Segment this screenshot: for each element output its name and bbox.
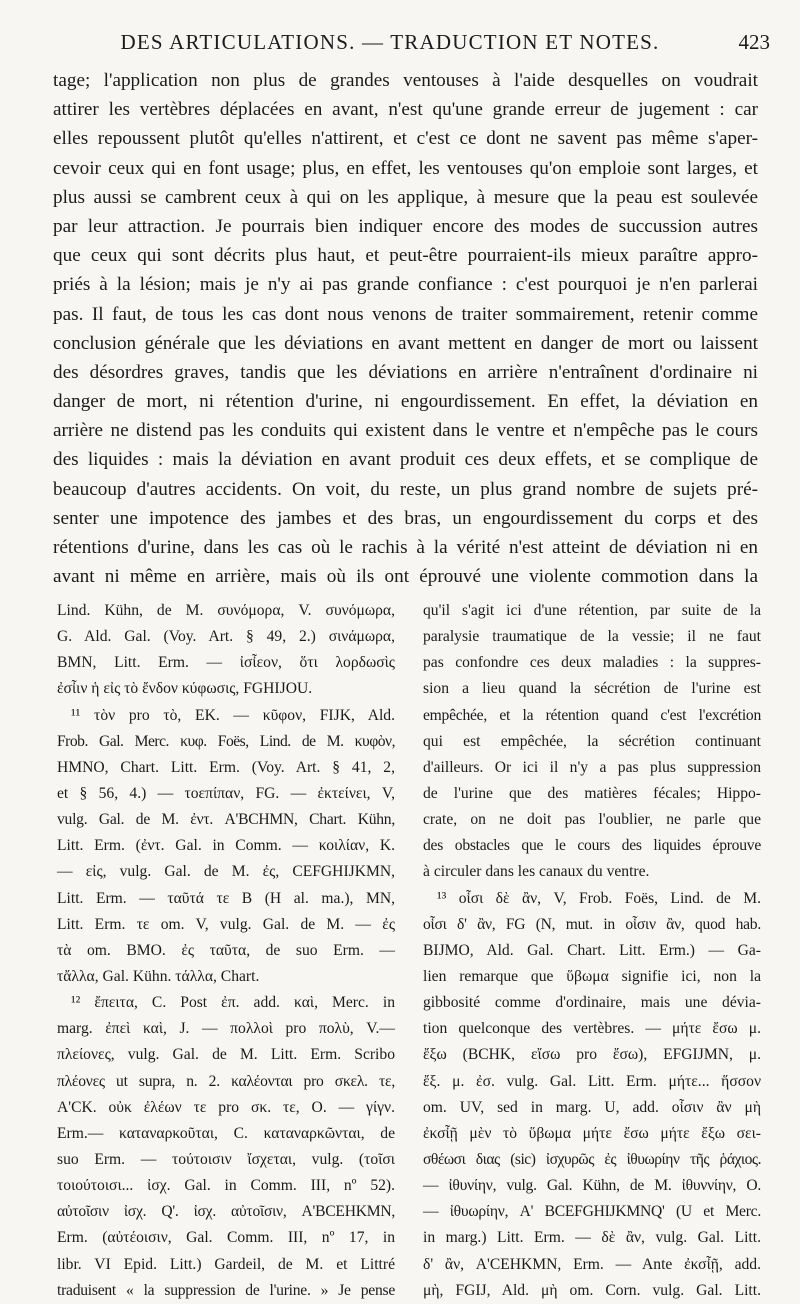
notes-right-column	[423, 598, 761, 1299]
note-line: ¹¹ τὸν pro τὸ, EK. — κῦφον, FIJK, Ald.	[71, 706, 395, 724]
note-line: G. Ald. Gal. (Voy. Art. § 49, 2.) σινάμωρα,	[57, 628, 395, 646]
note-line: — εἰς, vulg. Gal. de M. ἐς, CEFGHIJKMN,	[57, 863, 395, 881]
text-line: danger de mort, ni rétention d'urine, ni engourdissement. En effet, la déviation en	[53, 391, 758, 413]
note-line: BIJMO, Ald. Gal. Chart. Litt. Erm.) — Ga-	[423, 941, 761, 959]
text-line: plus aussi se cambrent ceux à qui on les applique, à mesure que la peau est soulevée	[53, 186, 758, 208]
note-line: des obstacles que le cours des liquides éprouve	[423, 837, 761, 855]
note-line: vulg. Gal. de M. ἐντ. A'BCHMN, Chart. Kühn,	[57, 811, 395, 829]
text-line: tage; l'application non plus de grandes ventouses à l'aide desquelles on voudrait	[53, 70, 758, 91]
note-line: libr. VI Epid. Litt.) Gardeil, de M. et Littré	[57, 1255, 395, 1273]
note-line: ¹² ἔπειτα, C. Post ἐπ. add. καὶ, Merc. in	[71, 994, 395, 1012]
text-line: priés à la lésion; mais je n'y ai pas grande confiance : c'est pourquoi je n'en parlerai	[53, 274, 758, 296]
text-line: conclusion générale que les déviations en avant mettent en danger de mort ou laissent	[53, 332, 758, 354]
note-line: ἔξω (BCHK, εἴσω pro ἔσω), EFGIJMN, μ.	[423, 1046, 761, 1064]
note-line: αὐτοῖσιν ἰσχ. Q'. ἰσχ. αὐτοῖσιν, A'BCEHKMN,	[57, 1203, 395, 1221]
running-header	[120, 30, 770, 60]
note-line: δ' ἂν, A'CEHKMN, Erm. — Ante ἐκσἶῇ, add.	[423, 1255, 761, 1273]
running-title: DES ARTICULATIONS. — TRADUCTION ET NOTES.	[120, 30, 660, 54]
note-line: οἷσι δ' ἂν, FG (N, mut. in οἷσιν ἂν, quod hab.	[423, 915, 761, 933]
page-number: 423	[738, 30, 770, 54]
note-line: paralysie traumatique de la vessie; il ne faut	[423, 628, 761, 646]
note-line: qu'il s'agit ici d'une rétention, par suite de la	[423, 602, 761, 619]
text-line: cevoir ceux qui en font usage; plus, en effet, les ventouses qu'on emploie sont larges, et	[53, 157, 758, 179]
note-line: gibbosité comme d'ordinaire, mais une dévia-	[423, 994, 761, 1012]
text-line: pas. Il faut, de tous les cas dont nous venons de traiter sommairement, retenir comme	[53, 303, 758, 325]
note-line: A'CK. οὐκ ἐλέων τε pro σκ. τε, O. — γίγν.	[57, 1098, 395, 1116]
note-line: Lind. Kühn, de M. συνόμορα, V. συνόμωρα,	[57, 602, 395, 619]
note-line: — ἰθυωρίην, A' BCEFGHIJKMNQ' (U et Merc.	[423, 1203, 761, 1221]
note-line: σθέωσι διας (sic) ἰσχυρῶς ἐς ἰθυωρίην τῆς ῥάχιος.	[423, 1150, 761, 1168]
note-line: sion a lieu quand la sécrétion de l'urine est	[423, 680, 761, 698]
note-line: Frob. Gal. Merc. κυφ. Foës, Lind. de M. κυφὸν,	[57, 732, 395, 750]
note-line: τοιούτοισι... ἰσχ. Gal. in Comm. III, nº 52).	[57, 1177, 395, 1195]
note-line: crate, on ne doit pas l'oublier, ne parle que	[423, 811, 761, 829]
note-line: tion quelconque des vertèbres. — μήτε ἔσω μ.	[423, 1020, 761, 1038]
note-line: traduisent « la suppression de l'urine. » Je pense	[57, 1281, 395, 1299]
note-line: HMNO, Chart. Litt. Erm. (Voy. Art. § 41, 2,	[57, 758, 395, 776]
main-text	[53, 66, 758, 588]
note-line: d'ailleurs. Or ici il n'y a pas plus suppression	[423, 758, 761, 776]
note-line: BMN, Litt. Erm. — ἰσἶεον, ὅτι λορδωσὶς	[57, 654, 395, 672]
text-line: des désordres graves, tandis que les déviations en arrière n'entraînent d'ordinaire ni	[53, 361, 758, 383]
note-line: qui est empêchée, la sécrétion continuant	[423, 732, 761, 750]
text-line: attirer les vertèbres déplacées en avant, n'est qu'une grande erreur de jugement : car	[53, 99, 758, 121]
note-line: Erm.— καταναρκοῦται, C. καταναρκῶνται, de	[57, 1124, 395, 1142]
text-line: arrière ne distend pas les conduits qui existent dans le ventre et n'empêche pas le cours	[53, 420, 758, 442]
note-line: Erm. (αὐτέοισιν, Gal. Comm. III, nº 17, in	[57, 1229, 395, 1247]
note-line: πλέονες ut supra, n. 2. καλέονται pro σκελ. τε,	[57, 1072, 395, 1090]
note-line: à circuler dans les canaux du ventre.	[423, 863, 650, 881]
note-line: marg. ἐπεὶ καὶ, J. — πολλοὶ pro πολὺ, V.—	[57, 1020, 395, 1038]
note-line: τἄλλα, Gal. Kühn. τάλλα, Chart.	[57, 967, 260, 985]
note-line: Litt. Erm. — ταῦτά τε B (H al. ma.), MN,	[57, 889, 395, 907]
text-line: rétentions d'urine, dans les cas où le rachis à la vérité n'est atteint de déviation ni en	[53, 537, 758, 558]
note-line: τὰ om. BMO. ἐς ταῦτα, de suo Erm. —	[57, 941, 395, 959]
text-line: beaucoup d'autres accidents. On voit, du reste, un plus grand nombre de sujets pré-	[53, 478, 758, 500]
note-line: πλείονες, vulg. Gal. de M. Litt. Erm. Scribo	[57, 1046, 395, 1064]
note-line: ἐσἶιν ἡ εἰς τὸ ἔνδον κύφωσις, FGHIJOU.	[57, 680, 313, 698]
note-line: pas confondre ces deux maladies : la suppres-	[423, 654, 761, 672]
note-line: de l'urine que des matières fécales; Hippo-	[423, 784, 761, 802]
note-line: lien remarque que ὕβωμα signifie ici, non la	[423, 967, 761, 985]
text-line: des liquides : mais la déviation en avant produit ces deux effets, et se complique de	[53, 449, 758, 471]
note-line: — ἰθυνίην, vulg. Gal. Kühn, de M. ἰθυννίην, O.	[423, 1177, 761, 1195]
note-line: Litt. Erm. τε om. V, vulg. Gal. de M. — ἐς	[57, 915, 395, 933]
text-line: que ceux qui sont décrits plus haut, et peut-être pourraient-ils mieux paraître appro-	[53, 245, 758, 267]
notes-left-column	[57, 598, 395, 1299]
note-line: μὴ, FGIJ, Ald. μὴ om. Corn. vulg. Gal. Litt.	[423, 1281, 761, 1299]
note-line: suo Erm. — τούτοισιν ἴσχεται, vulg. (τοῖσι	[57, 1150, 395, 1168]
text-line: senter une impotence des jambes et des bras, un engourdissement du corps et des	[53, 507, 758, 529]
note-line: ¹³ οἷσι δὲ ἂν, V, Frob. Foës, Lind. de M.	[437, 889, 761, 907]
note-line: et § 56, 4.) — τοεπίπαν, FG. — ἐκτείνει, V,	[57, 784, 395, 802]
note-line: ἔξ. μ. ἐσ. vulg. Gal. Litt. Erm. μήτε... ἥσσον	[423, 1072, 761, 1090]
note-line: empêchée, et la rétention quand c'est l'excrétion	[423, 706, 761, 724]
text-line: elles repoussent plutôt qu'elles n'attirent, et c'est ce dont ne savent pas même s'aper-	[53, 128, 758, 150]
note-line: ἐκσἶῇ μὲν τὸ ὕβωμα μήτε ἔσω μήτε ἔξω σει-	[423, 1124, 761, 1142]
note-line: in marg.) Litt. Erm. — δὲ ἂν, vulg. Gal. Litt.	[423, 1229, 761, 1247]
text-line: par leur attraction. Je pourrais bien indiquer encore des modes de succussion autres	[53, 215, 758, 237]
note-line: om. UV, sed in marg. U, add. οἷσιν ἂν μὴ	[423, 1098, 761, 1116]
text-line: avant ni même en arrière, mais où ils ont éprouvé une violente commotion dans la	[53, 566, 758, 588]
note-line: Litt. Erm. (ἐντ. Gal. in Comm. — κοιλίαν, K.	[57, 837, 395, 855]
